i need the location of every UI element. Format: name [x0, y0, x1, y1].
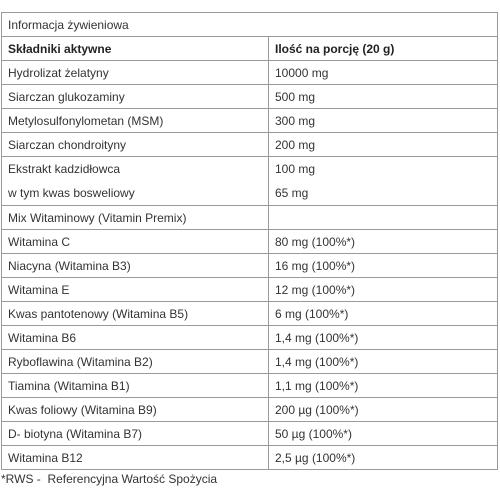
table-row — [2, 326, 498, 350]
table-row — [2, 133, 498, 157]
ingredient-name-line: Ekstrakt kadzidłowca — [8, 162, 121, 176]
table-row — [2, 109, 498, 133]
table-row — [2, 374, 498, 398]
ingredient-name: D- biotyna (Witamina B7) — [2, 422, 269, 446]
ingredient-amount: 12 mg (100%*) — [269, 278, 498, 302]
ingredient-name: Siarczan chondroityny — [2, 133, 269, 157]
table-row — [2, 446, 498, 470]
ingredient-name: Siarczan glukozaminy — [2, 85, 269, 109]
table-header-row — [2, 37, 498, 61]
ingredient-name: Witamina E — [2, 278, 269, 302]
table-title-row — [2, 13, 498, 37]
table-row — [2, 278, 498, 302]
ingredient-amount: 16 mg (100%*) — [269, 254, 498, 278]
ingredient-amount: 500 mg — [269, 85, 498, 109]
ingredient-amount: 1,4 mg (100%*) — [269, 326, 498, 350]
ingredient-amount — [269, 157, 498, 206]
ingredient-amount: 300 mg — [269, 109, 498, 133]
table-row — [2, 157, 498, 206]
table-row — [2, 206, 498, 230]
table-title: Informacja żywieniowa — [2, 13, 498, 37]
ingredient-subname-line: w tym kwas bosweliowy — [8, 186, 135, 200]
ingredient-name — [2, 157, 269, 206]
table-row — [2, 61, 498, 85]
ingredient-name: Witamina C — [2, 230, 269, 254]
ingredient-amount-line: 100 mg — [275, 162, 316, 176]
ingredient-amount: 1,1 mg (100%*) — [269, 374, 498, 398]
ingredient-name: Mix Witaminowy (Vitamin Premix) — [2, 206, 269, 230]
table-row — [2, 350, 498, 374]
ingredient-name: Ryboflawina (Witamina B2) — [2, 350, 269, 374]
ingredient-name: Witamina B12 — [2, 446, 269, 470]
ingredient-name: Hydrolizat żelatyny — [2, 61, 269, 85]
ingredient-amount: 10000 mg — [269, 61, 498, 85]
table-row — [2, 254, 498, 278]
table-row — [2, 85, 498, 109]
ingredient-amount: 6 mg (100%*) — [269, 302, 498, 326]
table-row — [2, 422, 498, 446]
ingredient-amount: 80 mg (100%*) — [269, 230, 498, 254]
table-row — [2, 398, 498, 422]
ingredient-name: Tiamina (Witamina B1) — [2, 374, 269, 398]
ingredient-amount: 50 µg (100%*) — [269, 422, 498, 446]
ingredient-amount — [269, 206, 498, 230]
ingredient-name: Witamina B6 — [2, 326, 269, 350]
ingredient-name: Kwas pantotenowy (Witamina B5) — [2, 302, 269, 326]
header-amount-per-serving: Ilość na porcję (20 g) — [269, 37, 498, 61]
table-row — [2, 230, 498, 254]
footnote-rws: *RWS - Referencyjna Wartość Spożycia — [1, 472, 218, 486]
ingredient-subamount-line: 65 mg — [275, 186, 309, 200]
ingredient-name: Kwas foliowy (Witamina B9) — [2, 398, 269, 422]
ingredient-amount: 200 mg — [269, 133, 498, 157]
ingredient-amount: 2,5 µg (100%*) — [269, 446, 498, 470]
ingredient-name: Niacyna (Witamina B3) — [2, 254, 269, 278]
ingredient-amount: 1,4 mg (100%*) — [269, 350, 498, 374]
ingredient-amount: 200 µg (100%*) — [269, 398, 498, 422]
nutrition-table — [1, 12, 498, 470]
table-row — [2, 302, 498, 326]
header-ingredients: Składniki aktywne — [2, 37, 269, 61]
ingredient-name: Metylosulfonylometan (MSM) — [2, 109, 269, 133]
